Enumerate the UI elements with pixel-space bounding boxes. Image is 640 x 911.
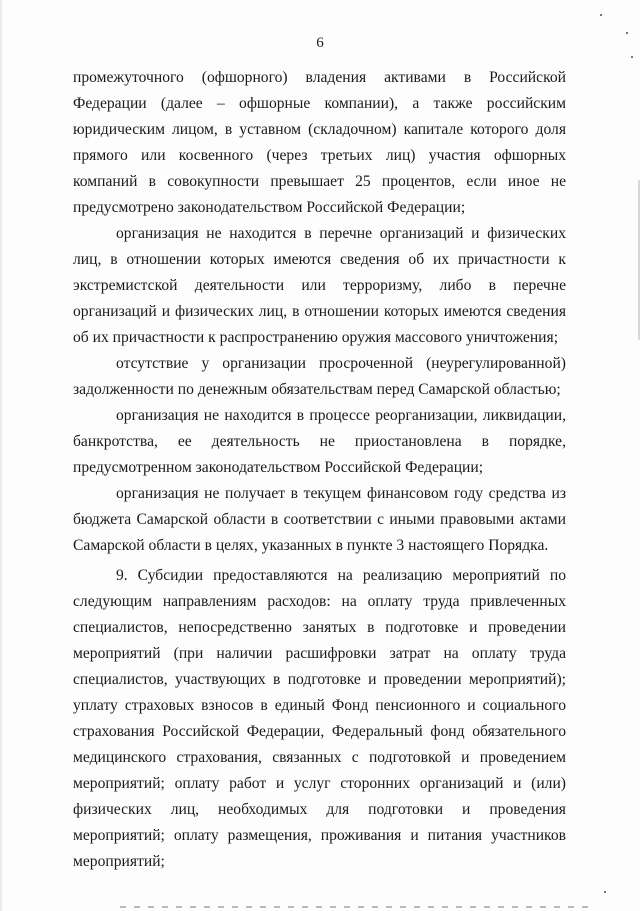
page-number: 6 <box>316 35 324 51</box>
scan-speck <box>604 891 606 893</box>
paragraph-offshore-continuation: промежуточного (офшорного) владения активами в Российской Федерации (далее – офшорные компании), а также российским юридическим лицом, в уставном (складочном) капитале которого доля прямого или косвенного (через третьих лиц) участия офшорных компаний в совокупности превышает 25 процентов, если иное не предусмотрено законодательством Российской Федерации; <box>73 69 566 216</box>
scan-left-edge <box>0 0 3 911</box>
paragraph-reorganization: организация не находится в процессе реорганизации, ликвидации, банкротства, ее деятельность не приостановлена в порядке, предусмотренном законодательством Российской Федерации; <box>73 407 566 476</box>
paragraph-budget-funds: организация не получает в текущем финансовом году средства из бюджета Самарской области в соответствии с иными правовыми актами Самарской области в целях, указанных в пункте 3 настоящего Порядка. <box>73 485 566 554</box>
paragraph-debt-absence: отсутствие у организации просроченной (неурегулированной) задолженности по денежным обязательствам перед Самарской областью; <box>73 355 566 398</box>
paragraph-extremism-list: организация не находится в перечне организаций и физических лиц, в отношении которых имеются сведения об их причастности к экстремистской деятельности или терроризму, либо в перечне организаций и физических лиц, в отношении которых имеются сведения об их причастности к распространению оружия массового уничтожения; <box>73 225 566 346</box>
scan-speck <box>600 14 602 16</box>
scan-bottom-noise <box>120 906 590 908</box>
scan-speck <box>631 56 633 58</box>
paragraph-subsidy-directions: 9. Субсидии предоставляются на реализацию мероприятий по следующим направлениям расходов: на оплату труда привлеченных специалистов, непосредственно занятых в подготовке и проведении мероприятий (при наличии расшифровки затрат на оплату труда специалистов, участвующих в подготовке и проведении мероприятий); уплату страховых взносов в единый Фонд пенсионного и социального страхования Российской Федерации, Федеральный фонд обязательного медицинского страхования, связанных с подготовкой и проведением мероприятий; оплату работ и услуг сторонних организаций и (или) физических лиц, необходимых для подготовки и проведения мероприятий; оплату размещения, проживания и питания участников мероприятий; <box>73 567 566 870</box>
